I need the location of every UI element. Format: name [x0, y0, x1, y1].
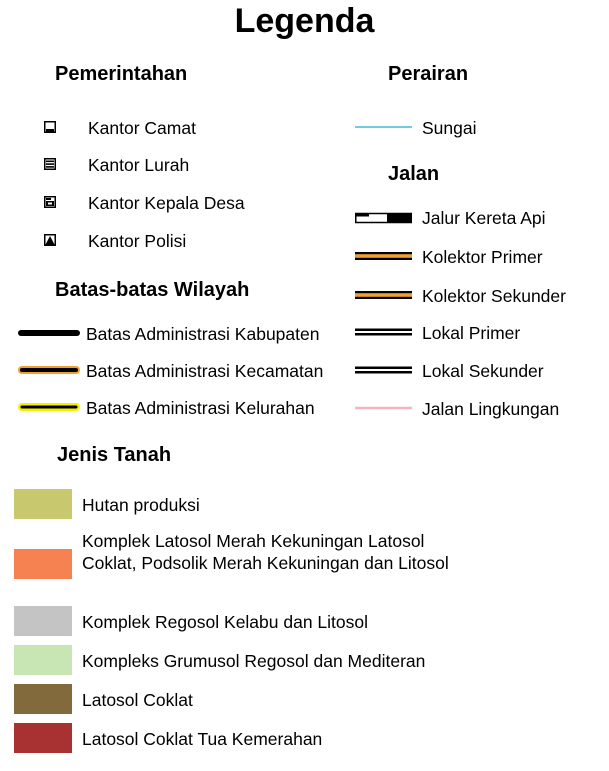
- komplek-regosol-swatch: [14, 606, 72, 636]
- batas-kelurahan-label: Batas Administrasi Kelurahan: [86, 398, 315, 418]
- jalur-kereta-api-label: Jalur Kereta Api: [422, 208, 546, 228]
- kantor-polisi-icon: [44, 234, 56, 246]
- perairan-heading: Perairan: [388, 63, 469, 85]
- kolektor-sekunder-line: [355, 290, 412, 300]
- jalan-lingkungan-label: Jalan Lingkungan: [422, 399, 560, 419]
- jalan-lingkungan-line: [355, 403, 412, 413]
- batas-wilayah-heading: Batas-batas Wilayah: [55, 279, 250, 301]
- sungai-line: [355, 122, 412, 132]
- komplek-latosol-label: Komplek Latosol Merah Kekuningan Latosol Coklat, Podsolik Merah Kekuningan dan Litosol: [82, 531, 449, 573]
- kantor-kepala-desa-label: Kantor Kepala Desa: [88, 193, 245, 213]
- kantor-camat-label: Kantor Camat: [88, 118, 196, 138]
- latosol-coklat-tua-swatch: [14, 723, 72, 753]
- batas-kecamatan-line: [18, 365, 80, 375]
- kolektor-primer-line: [355, 251, 412, 261]
- kolektor-primer-label: Kolektor Primer: [422, 247, 543, 267]
- latosol-coklat-swatch: [14, 684, 72, 714]
- lokal-sekunder-line: [355, 365, 412, 375]
- jalan-heading: Jalan: [388, 163, 440, 185]
- lokal-primer-line: [355, 327, 412, 337]
- kolektor-sekunder-label: Kolektor Sekunder: [422, 286, 566, 306]
- batas-kecamatan-label: Batas Administrasi Kecamatan: [86, 361, 324, 381]
- kantor-camat-icon: [44, 121, 56, 133]
- batas-kabupaten-line: [18, 328, 80, 338]
- kantor-kepala-desa-icon: [44, 196, 56, 208]
- latosol-coklat-tua-label: Latosol Coklat Tua Kemerahan: [82, 729, 323, 749]
- kompleks-grumusol-label: Kompleks Grumusol Regosol dan Mediteran: [82, 651, 426, 671]
- kantor-polisi-label: Kantor Polisi: [88, 231, 187, 251]
- latosol-coklat-label: Latosol Coklat: [82, 690, 193, 710]
- batas-kelurahan-line: [18, 402, 80, 412]
- komplek-latosol-swatch: [14, 549, 72, 579]
- lokal-sekunder-label: Lokal Sekunder: [422, 361, 544, 381]
- komplek-regosol-label: Komplek Regosol Kelabu dan Litosol: [82, 612, 369, 632]
- hutan-produksi-label: Hutan produksi: [82, 495, 200, 515]
- kantor-lurah-label: Kantor Lurah: [88, 155, 190, 175]
- pemerintahan-heading: Pemerintahan: [55, 63, 188, 85]
- sungai-label: Sungai: [422, 118, 477, 138]
- lokal-primer-label: Lokal Primer: [422, 323, 521, 343]
- hutan-produksi-swatch: [14, 489, 72, 519]
- batas-kabupaten-label: Batas Administrasi Kabupaten: [86, 324, 320, 344]
- kompleks-grumusol-swatch: [14, 645, 72, 675]
- jalur-kereta-api-line: [355, 212, 412, 224]
- kantor-lurah-icon: [44, 158, 56, 170]
- legend-title: Legenda: [234, 2, 375, 40]
- jenis-tanah-heading: Jenis Tanah: [57, 444, 172, 466]
